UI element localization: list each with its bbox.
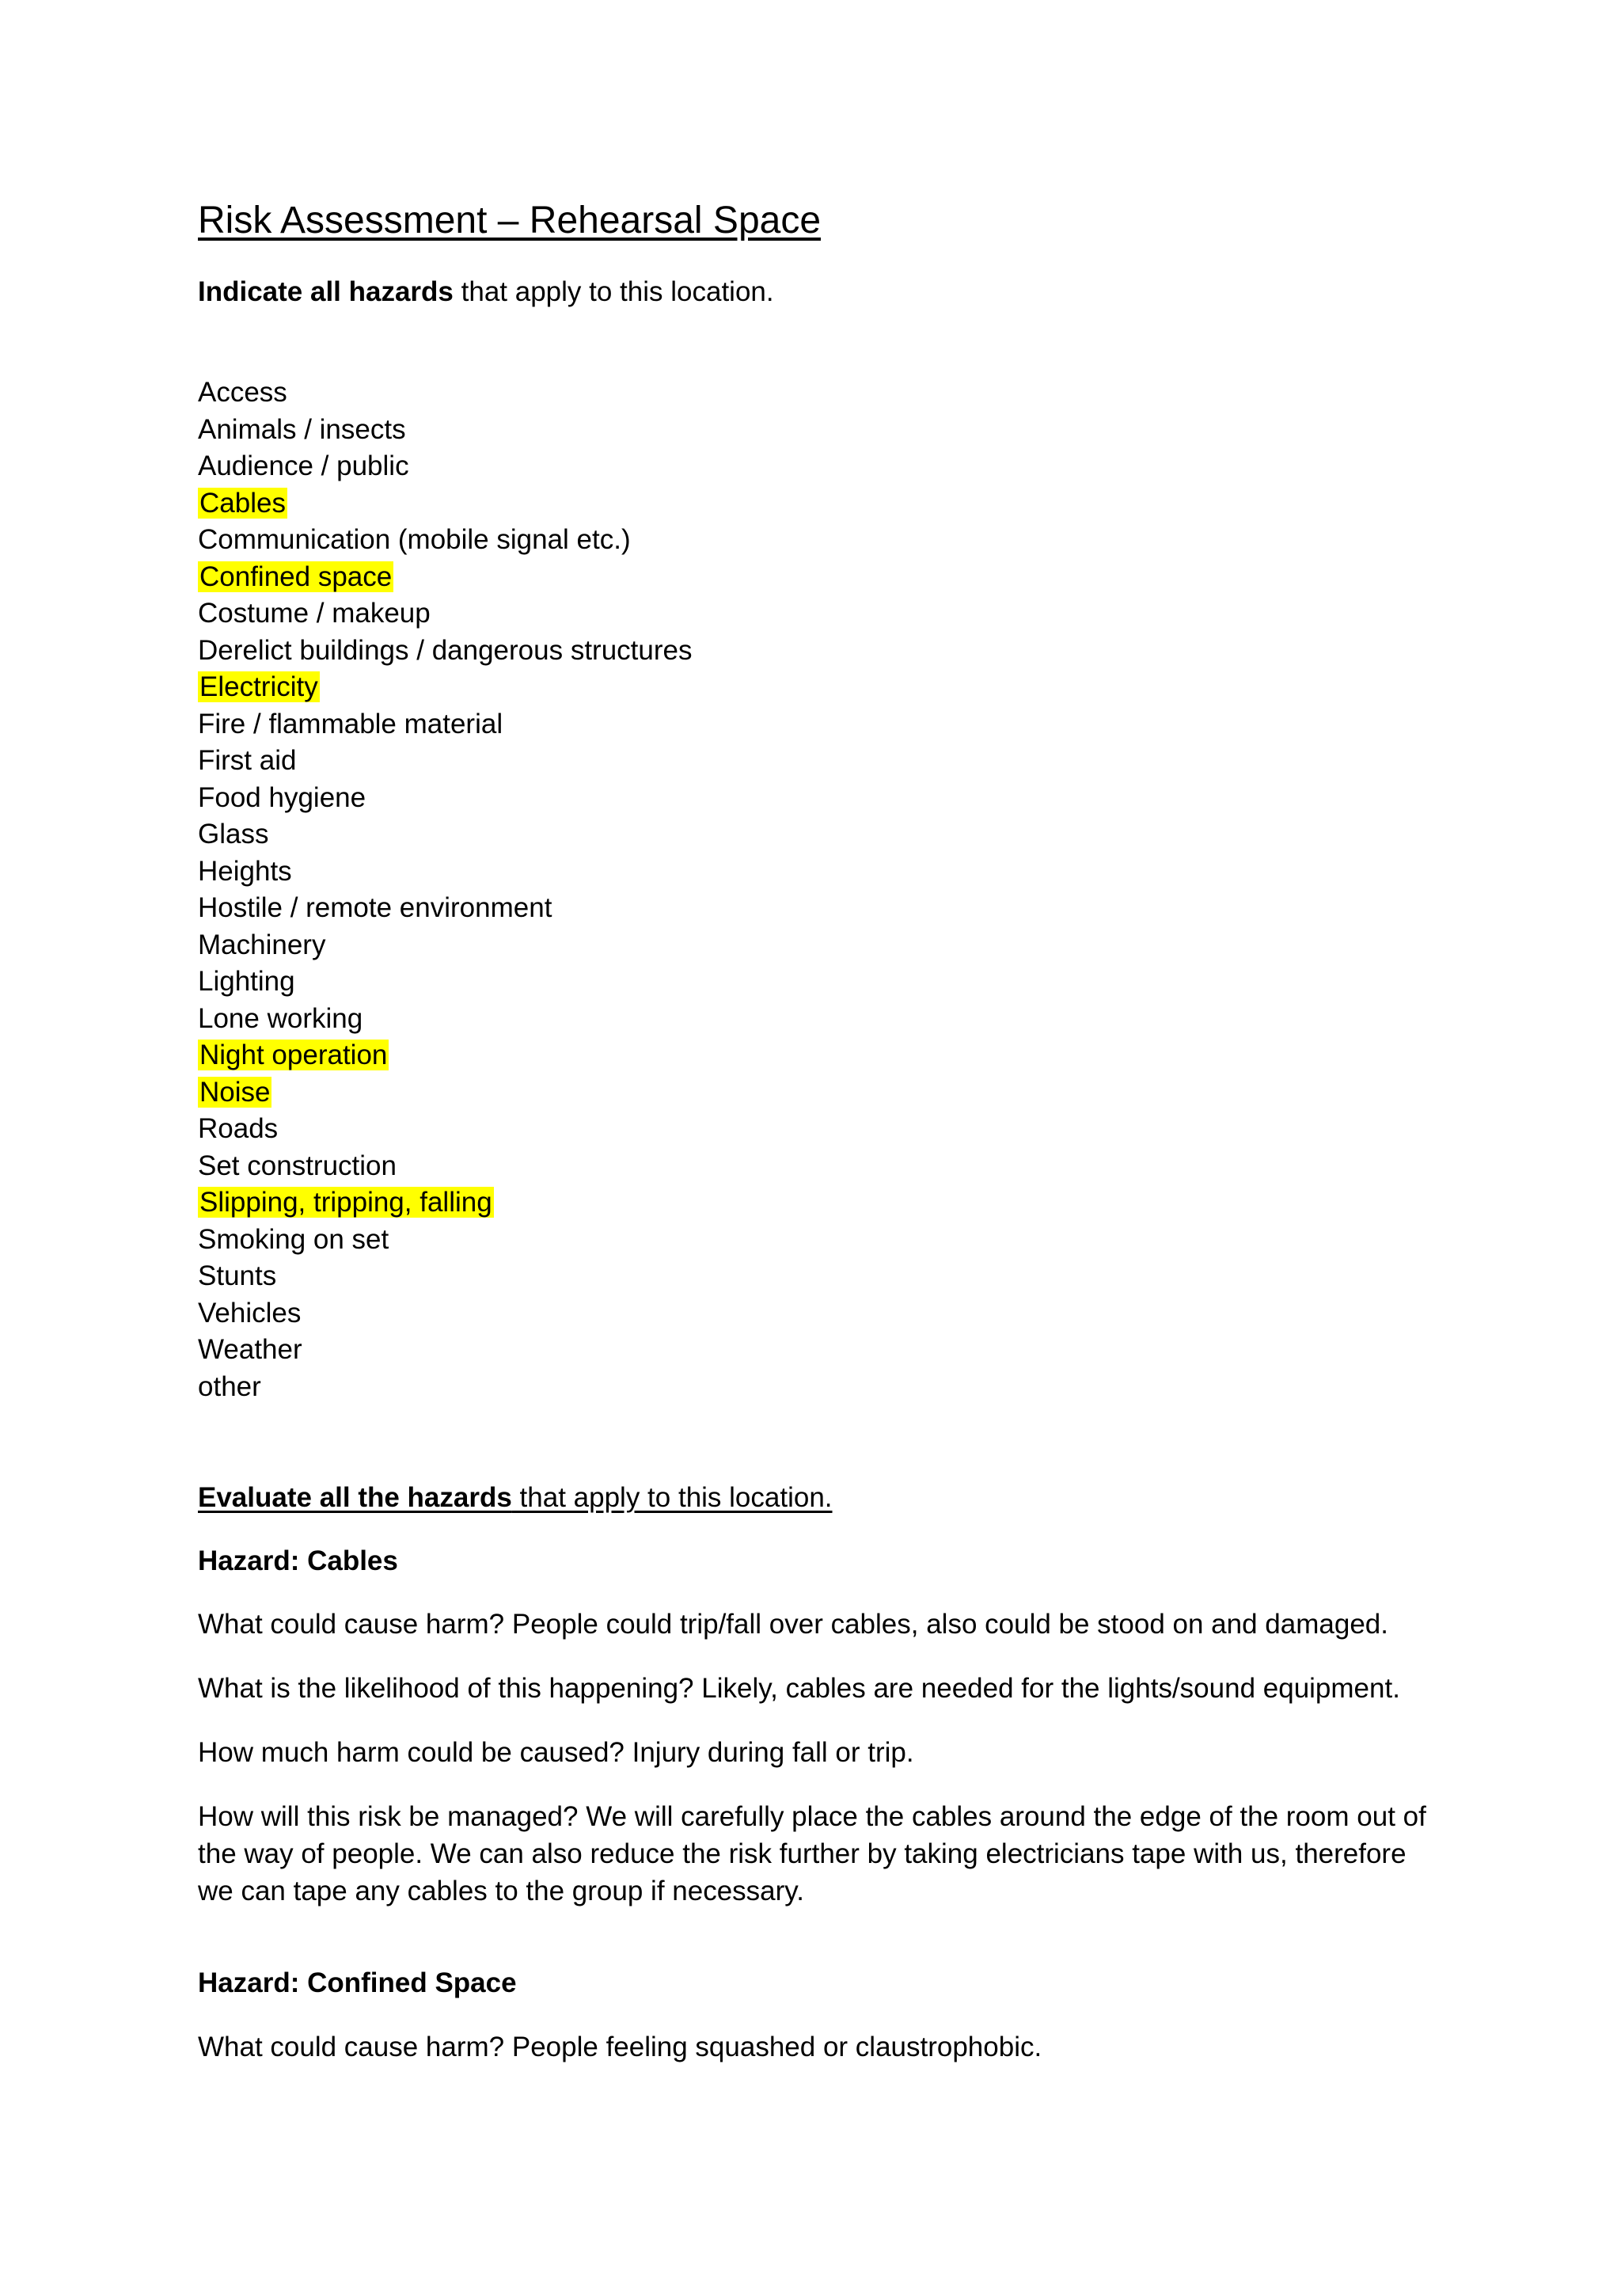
hazard-label: Weather	[198, 1334, 302, 1366]
hazard-item	[198, 1258, 1448, 1295]
hazard-item	[198, 448, 1448, 485]
hazard-label-highlighted: Electricity	[199, 671, 318, 703]
hazard-section-cables	[198, 1543, 1448, 1910]
hazard-item	[198, 1037, 1448, 1074]
hazard-item	[198, 559, 1448, 596]
hazard-item	[198, 1074, 1448, 1112]
hazard-label: Machinery	[198, 929, 326, 960]
hazard-label: Lone working	[198, 1002, 363, 1034]
hazard-item	[198, 853, 1448, 891]
hazard-label: Communication (mobile signal etc.)	[198, 524, 631, 556]
hazard-question: What is the likelihood of this happening? Likely, cables are needed for the lights/sound equipment.	[198, 1673, 1400, 1705]
hazard-item	[198, 1148, 1448, 1185]
hazard-item	[198, 816, 1448, 853]
hazard-item	[198, 1111, 1448, 1148]
hazard-item	[198, 1369, 1448, 1406]
hazard-label-highlighted: Noise	[199, 1076, 271, 1108]
hazard-item	[198, 595, 1448, 633]
intro-bold: Indicate all hazards	[198, 276, 454, 307]
hazard-item	[198, 706, 1448, 743]
hazard-label: Access	[198, 377, 287, 409]
hazard-question: How will this risk be managed? We will carefully place the cables around the edge of the room out of the way of people. We can also reduce the risk further by taking electricians tape with us, therefore we can tape any cables to the group if necessary.	[198, 1801, 1426, 1907]
hazard-label: Heights	[198, 855, 292, 887]
hazard-item	[198, 1222, 1448, 1259]
hazard-label: Stunts	[198, 1260, 277, 1292]
hazard-item	[198, 890, 1448, 927]
hazard-section-title: Hazard: Confined Space	[198, 1967, 517, 1999]
hazard-item	[198, 964, 1448, 1001]
hazard-label: Costume / makeup	[198, 598, 431, 629]
hazard-question: What could cause harm? People could trip/fall over cables, also could be stood on and damaged.	[198, 1609, 1388, 1640]
hazard-label: other	[198, 1370, 261, 1402]
hazard-label: Set construction	[198, 1150, 397, 1181]
hazard-label-highlighted: Cables	[199, 487, 286, 519]
hazard-label: Food hygiene	[198, 781, 366, 813]
hazard-label: Derelict buildings / dangerous structures	[198, 634, 693, 666]
hazard-item	[198, 412, 1448, 449]
evaluate-heading	[198, 1480, 1448, 1516]
hazard-label: First aid	[198, 745, 297, 777]
hazard-label-highlighted: Night operation	[199, 1040, 388, 1071]
hazard-label: Glass	[198, 819, 269, 850]
hazard-label: Hostile / remote environment	[198, 892, 552, 924]
hazard-item	[198, 1295, 1448, 1332]
hazard-item	[198, 743, 1448, 780]
hazard-list	[198, 374, 1448, 1405]
hazard-label: Smoking on set	[198, 1223, 389, 1255]
evaluate-bold: Evaluate all the hazards	[198, 1482, 512, 1514]
intro-rest: that apply to this location.	[453, 276, 774, 307]
hazard-label: Fire / flammable material	[198, 708, 503, 739]
hazard-item	[198, 927, 1448, 964]
hazard-section-confined-space	[198, 1965, 1448, 2066]
intro-instruction	[198, 274, 1448, 310]
hazard-item	[198, 1332, 1448, 1369]
hazard-item	[198, 485, 1448, 523]
hazard-section-title: Hazard: Cables	[198, 1545, 398, 1576]
hazard-item	[198, 522, 1448, 559]
hazard-label: Roads	[198, 1113, 279, 1145]
hazard-item	[198, 633, 1448, 670]
hazard-label-highlighted: Confined space	[199, 561, 393, 592]
hazard-item	[198, 780, 1448, 817]
document-page	[198, 198, 1448, 2066]
hazard-label-highlighted: Slipping, tripping, falling	[199, 1187, 492, 1218]
hazard-label: Audience / public	[198, 450, 409, 482]
hazard-item	[198, 669, 1448, 706]
evaluate-rest: that apply to this location.	[511, 1482, 833, 1514]
hazard-item	[198, 1184, 1448, 1222]
page-title: Risk Assessment – Rehearsal Space	[198, 200, 822, 241]
hazard-question: How much harm could be caused? Injury during fall or trip.	[198, 1737, 914, 1769]
hazard-label: Vehicles	[198, 1297, 302, 1329]
hazard-item	[198, 374, 1448, 412]
hazard-item	[198, 1001, 1448, 1038]
hazard-label: Lighting	[198, 966, 295, 998]
hazard-question: What could cause harm? People feeling squashed or claustrophobic.	[198, 2031, 1042, 2062]
hazard-label: Animals / insects	[198, 413, 406, 445]
